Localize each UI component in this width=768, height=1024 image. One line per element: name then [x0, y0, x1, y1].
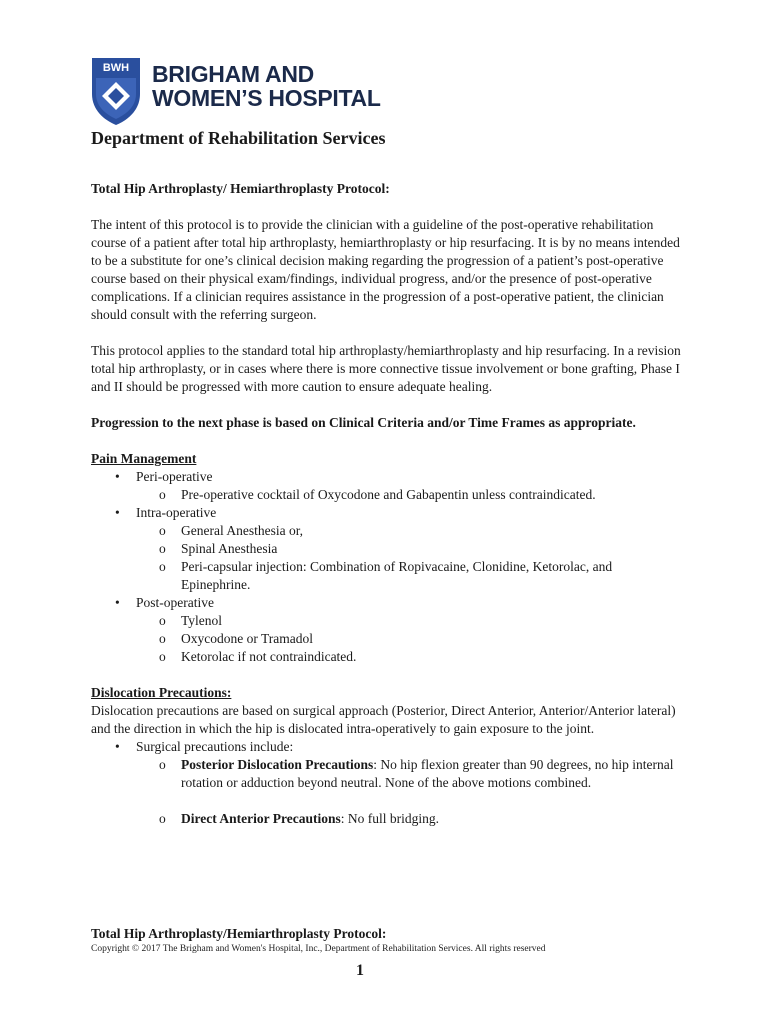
- list-item: [91, 504, 681, 594]
- page-number: 1: [356, 962, 364, 979]
- logo-line-2: WOMEN’S HOSPITAL: [152, 85, 381, 111]
- list-item: [91, 468, 681, 504]
- anterior-precautions-label: Direct Anterior Precautions: [181, 811, 341, 826]
- sub-list-item: o Peri-capsular injection: Combination of Ropivacaine, Clonidine, Ketorolac, and Epinephrine.: [136, 558, 681, 594]
- posterior-precautions-label: Posterior Dislocation Precautions: [181, 757, 374, 772]
- list-item: [91, 594, 681, 666]
- list-item-label: Intra-operative: [136, 505, 217, 520]
- list-item-label: Surgical precautions include:: [136, 739, 294, 754]
- logo-abbrev: BWH: [102, 62, 130, 74]
- anterior-precautions-text: : No full bridging.: [340, 811, 439, 826]
- sub-list-item: o Pre-operative cocktail of Oxycodone and Gabapentin unless contraindicated.: [136, 486, 681, 504]
- posterior-precautions-text: : No hip flexion greater than 90 degrees, no hip internal rotation or adduction beyond neutral. None of the above motions combined.: [181, 757, 674, 790]
- sub-list-item: o Ketorolac if not contraindicated.: [136, 648, 681, 666]
- logo-line-1: BRIGHAM AND: [152, 61, 314, 87]
- document-body: [91, 180, 681, 828]
- sub-list: [136, 612, 681, 666]
- shield-icon: [90, 56, 142, 126]
- hospital-logo: [90, 56, 430, 134]
- sub-list-item: o Spinal Anesthesia: [136, 540, 681, 558]
- sub-list-item-posterior: [136, 756, 681, 792]
- intro-paragraph: The intent of this protocol is to provide the clinician with a guideline of the post-operative rehabilitation course of a patient after total hip arthroplasty, hemiarthroplasty or hip resurfacing. It is by no means intended to be a substitute for one’s clinical decision making regarding the progression of a patient’s post-operative course based on their physical exam/findings, individual progress, and/or the presence of post-operative complications. If a clinician requires assistance in the progression of a post-operative patient, the clinician should consult with the referring surgeon.: [91, 217, 680, 322]
- footer-title: Total Hip Arthroplasty/Hemiarthroplasty Protocol:: [91, 926, 387, 941]
- list-item-label: Post-operative: [136, 595, 214, 610]
- copyright-notice: Copyright © 2017 The Brigham and Women's Hospital, Inc., Department of Rehabilitation Services. All rights reserved: [91, 944, 546, 954]
- sub-list-item-anterior: [136, 810, 681, 828]
- dislocation-heading: Dislocation Precautions:: [91, 685, 232, 700]
- logo-wordmark: [152, 62, 381, 110]
- progression-note: Progression to the next phase is based on Clinical Criteria and/or Time Frames as appropriate.: [91, 415, 636, 430]
- protocol-title: Total Hip Arthroplasty/ Hemiarthroplasty Protocol:: [91, 181, 390, 196]
- sub-list: [136, 522, 681, 594]
- sub-list: [136, 756, 681, 828]
- pain-management-list: [91, 468, 681, 666]
- sub-list: [136, 486, 681, 504]
- pain-management-heading: Pain Management: [91, 451, 197, 466]
- list-item: [91, 738, 681, 828]
- dislocation-paragraph: Dislocation precautions are based on surgical approach (Posterior, Direct Anterior, Anterior/Anterior lateral) and the direction in which the hip is dislocated intra-operatively to gain exposure to the joint.: [91, 703, 676, 736]
- list-item-label: Peri-operative: [136, 469, 213, 484]
- applies-paragraph: This protocol applies to the standard total hip arthroplasty/hemiarthroplasty and hip resurfacing. In a revision total hip arthroplasty, or in cases where there is more connective tissue involvement or bone grafting, Phase I and II should be progressed with more caution to ensure adequate healing.: [91, 343, 681, 394]
- sub-list-item: o General Anesthesia or,: [136, 522, 681, 540]
- dislocation-list: [91, 738, 681, 828]
- sub-list-item: o Oxycodone or Tramadol: [136, 630, 681, 648]
- department-title: Department of Rehabilitation Services: [91, 128, 386, 148]
- sub-list-item: o Tylenol: [136, 612, 681, 630]
